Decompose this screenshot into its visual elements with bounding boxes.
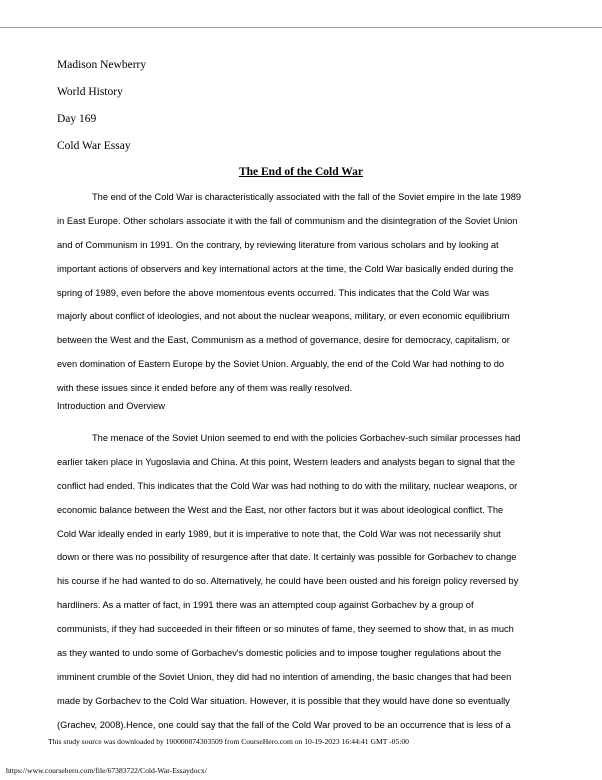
- paragraph-line: hardliners. As a matter of fact, in 1991 there was an attempted coup against Gorbachev by a group of: [57, 600, 474, 611]
- download-notice: This study source was downloaded by 100000874303509 from CourseHero.com on 10-19-2023 16:44:41 GMT -05:00: [48, 737, 409, 746]
- day-label: Day 169: [57, 113, 97, 125]
- paragraph-line: imminent crumble of the Soviet Union, they did had no intention of amending, the basic changes that had been: [57, 671, 512, 682]
- paragraph-line: made by Gorbachev to the Cold War situation. However, it is possible that they would have done so eventually: [57, 695, 510, 706]
- assignment-label: Cold War Essay: [57, 140, 131, 152]
- paragraph-line: communists, if they had succeeded in their fifteen or so minutes of fame, they seemed to show that, in as much: [57, 624, 514, 635]
- course-name: World History: [57, 86, 123, 98]
- page-top-divider: [0, 27, 602, 28]
- paragraph-line: conflict had ended. This indicates that the Cold War was had nothing to do with the military, nuclear weapons, or: [57, 480, 518, 491]
- source-url[interactable]: https://www.coursehero.com/file/67383722/Cold-War-Essaydocx/: [6, 766, 207, 775]
- paragraph-line: even domination of Eastern Europe by the Soviet Union. Arguably, the end of the Cold War had nothing to do: [57, 359, 505, 370]
- section-heading: Introduction and Overview: [57, 401, 166, 411]
- paragraph-line: with these issues since it ended before any of them was really resolved.: [57, 383, 353, 394]
- paragraph-line: The menace of the Soviet Union seemed to end with the policies Gorbachev-such similar processes had: [92, 433, 521, 443]
- paragraph-line: The end of the Cold War is characteristically associated with the fall of the Soviet empire in the late 1989: [92, 192, 522, 202]
- paragraph-line: in East Europe. Other scholars associate it with the fall of communism and the disintegration of the Soviet Union: [57, 215, 518, 226]
- paragraph-line: as they wanted to undo some of Gorbachev's domestic policies and to impose tougher regulations about the: [57, 648, 502, 659]
- paragraph-line: Cold War ideally ended in early 1989, but it is imperative to note that, the Cold War was not necessarily shut: [57, 528, 501, 539]
- paragraph-line: spring of 1989, even before the above momentous events occurred. This indicates that the Cold War was: [57, 287, 490, 298]
- paragraph-line: and of Communism in 1991. On the contrary, by reviewing literature from various scholars and by looking at: [57, 239, 499, 250]
- paragraph-line: (Grachev, 2008).Hence, one could say that the fall of the Cold War proved to be an occurrence that is less of a: [57, 719, 511, 730]
- essay-title: The End of the Cold War: [238, 166, 364, 178]
- paragraph-line: important actions of observers and key international actors at the time, the Cold War basically ended during the: [57, 263, 514, 274]
- author-name: Madison Newberry: [57, 59, 147, 71]
- paragraph-line: earlier taken place in Yugoslavia and China. At this point, Western leaders and analysts began to signal that the: [57, 456, 516, 467]
- paragraph-line: between the West and the East, Communism as a method of governance, desire for democracy, capitalism, or: [57, 335, 510, 346]
- intro-paragraph: [57, 190, 545, 405]
- paragraph-line: economic balance between the West and the East, nor other factors but it was about ideological conflict. The: [57, 504, 504, 515]
- paragraph-line: majorly about conflict of ideologies, and not about the nuclear weapons, military, or even economic equilibrium: [57, 311, 510, 322]
- paragraph-line: his course if he had wanted to do so. Alternatively, he could have been ousted and his foreign policy reversed by: [57, 576, 519, 587]
- body-paragraph: [57, 431, 545, 742]
- paragraph-line: down or there was no possibility of resurgence after that date. It certainly was possible for Gorbachev to change: [57, 552, 517, 563]
